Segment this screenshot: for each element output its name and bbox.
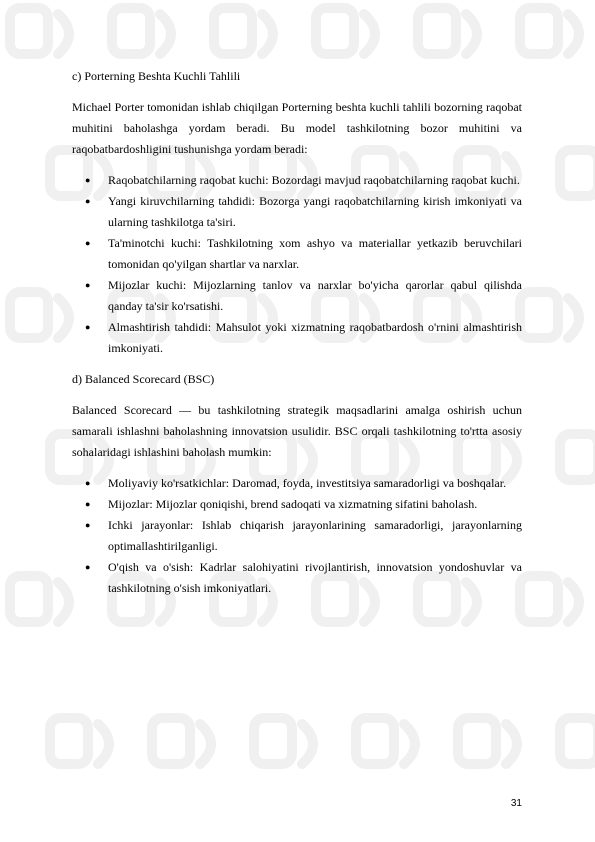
list-item-text: Mijozlar: Mijozlar qoniqishi, brend sadoqati va xizmatning sifatini baholash. — [108, 497, 478, 511]
watermark-shape — [560, 718, 595, 764]
list-item-text: Moliyaviy ko'rsatkichlar: Daromad, foyda, investitsiya samaradorligi va boshqalar. — [108, 476, 507, 490]
watermark-arc — [58, 298, 69, 338]
page-number: 31 — [510, 798, 522, 809]
bullet-icon: ● — [85, 238, 91, 248]
paragraph-bsc-intro: Balanced Scorecard — bu tashkilotning strategik maqsadlarini amalga oshirish uchun samarali ishlashni baholashning innovatsion usulidir. BSC orqali tashkilotning to'rtta asosiy sohalaridagi ishlashini baholash mumkin: — [72, 403, 522, 459]
bullet-icon: ● — [85, 175, 91, 185]
list-item — [72, 191, 522, 233]
bullet-icon: ● — [85, 478, 91, 488]
list-item-text: O'qish va o'sish: Kadrlar salohiyatini rivojlantirish, innovatsion yondoshuvlar va tashkilotning o'sish imkoniyatlari. — [108, 560, 522, 595]
list-item-text: Raqobatchilarning raqobat kuchi: Bozordagi mavjud raqobatchilarning raqobat kuchi. — [108, 173, 520, 187]
watermark-shape — [316, 8, 354, 54]
watermark-arc — [200, 724, 211, 764]
watermark-shape — [10, 576, 48, 622]
list-item-text: Mijozlar kuchi: Mijozlarning tanlov va narxlar bo'yicha qarorlar qabul qilishda qanday ta'sir ko'rsatishi. — [108, 278, 522, 313]
watermark-arc — [98, 724, 109, 764]
section-heading-porter: c) Porterning Beshta Kuchli Tahlili — [72, 69, 241, 83]
section-bsc — [72, 369, 522, 599]
watermark-arc — [506, 724, 517, 764]
watermark-arc — [568, 298, 579, 338]
watermark-arc — [364, 14, 375, 54]
watermark-shape — [520, 576, 558, 622]
bullet-icon: ● — [85, 280, 91, 290]
paragraph-porter-intro: Michael Porter tomonidan ishlab chiqilgan Porterning beshta kuchli tahlili bozorning raqobat muhitini baholashga yordam beradi. Bu model tashkilotning bozor muhitini va raqobatbardoshligini tushunishga yordam beradi: — [72, 100, 522, 156]
watermark-shape — [560, 150, 595, 196]
watermark-shape — [560, 434, 595, 480]
watermark-arc — [302, 724, 313, 764]
watermark-arc — [58, 14, 69, 54]
watermark-shape — [152, 718, 190, 764]
list-item-text: Ta'minotchi kuchi: Tashkilotning xom ashyo va materiallar yetkazib beruvchilari tomonidan qo'yilgan shartlar va narxlar. — [108, 236, 522, 271]
bullet-icon: ● — [85, 562, 91, 572]
watermark-shape — [520, 292, 558, 338]
bullet-icon: ● — [85, 322, 91, 332]
list-item — [72, 317, 522, 359]
list-item-text: Almashtirish tahdidi: Mahsulot yoki xizmatning raqobatbardosh o'rnini almashtirish imkoniyati. — [108, 320, 522, 355]
watermark-shape — [356, 718, 394, 764]
watermark-shape — [520, 8, 558, 54]
watermark-shape — [214, 8, 252, 54]
bullet-list-porter — [72, 170, 522, 359]
watermark-arc — [262, 14, 273, 54]
list-item — [72, 473, 522, 494]
list-item — [72, 494, 522, 515]
bullet-icon: ● — [85, 499, 91, 509]
list-item — [72, 170, 522, 191]
watermark-arc — [404, 724, 415, 764]
list-item — [72, 515, 522, 557]
watermark-arc — [160, 14, 171, 54]
list-item-text: Yangi kiruvchilarning tahdidi: Bozorga yangi raqobatchilarning kirish imkoniyati va ularning tashkilotga ta'siri. — [108, 194, 522, 229]
watermark-arc — [568, 582, 579, 622]
watermark-shape — [50, 718, 88, 764]
watermark-shape — [10, 292, 48, 338]
watermark-shape — [112, 8, 150, 54]
watermark-arc — [58, 582, 69, 622]
list-item-text: Ichki jarayonlar: Ishlab chiqarish jarayonlarining samaradorligi, jarayonlarning optimallashtirilganligi. — [108, 518, 522, 553]
watermark-arc — [466, 14, 477, 54]
watermark-shape — [254, 718, 292, 764]
list-item — [72, 233, 522, 275]
section-porter — [72, 66, 522, 359]
list-item — [72, 557, 522, 599]
watermark-arc — [568, 14, 579, 54]
watermark-shape — [418, 8, 456, 54]
watermark-shape — [458, 718, 496, 764]
bullet-icon: ● — [85, 520, 91, 530]
bullet-list-bsc — [72, 473, 522, 599]
section-heading-bsc: d) Balanced Scorecard (BSC) — [72, 372, 215, 386]
page-content — [72, 66, 522, 609]
bullet-icon: ● — [85, 196, 91, 206]
list-item — [72, 275, 522, 317]
watermark-shape — [10, 8, 48, 54]
